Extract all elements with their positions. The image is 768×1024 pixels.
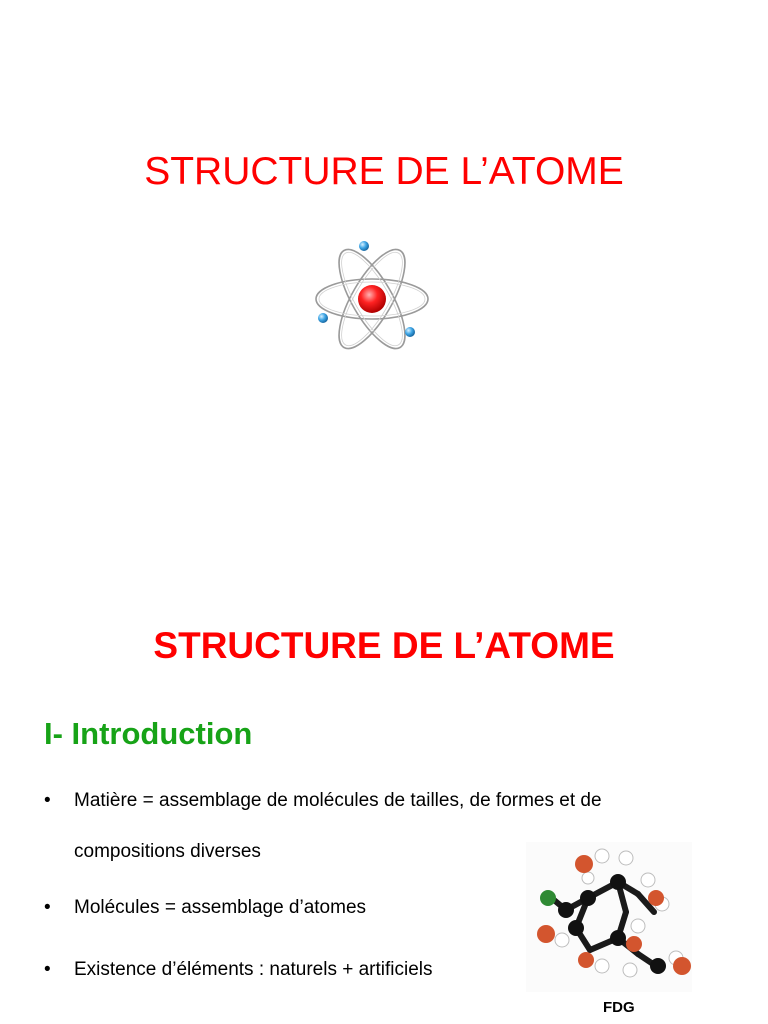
nucleus xyxy=(358,285,386,313)
bullet-icon: • xyxy=(44,790,51,811)
bullet-text: Molécules = assemblage d’atomes xyxy=(74,897,367,918)
bullet-text-continuation: compositions diverses xyxy=(74,841,261,862)
bullet-icon: • xyxy=(44,897,51,918)
bullet-text: Matière = assemblage de molécules de tailles, de formes et de xyxy=(74,790,602,811)
image-caption: FDG xyxy=(603,999,635,1016)
section-heading: I- Introduction xyxy=(44,716,253,751)
slide-2 xyxy=(0,512,768,1024)
electron xyxy=(318,313,328,323)
slide-2-title: STRUCTURE DE L’ATOME xyxy=(153,625,615,666)
slide-1-title: STRUCTURE DE L’ATOME xyxy=(144,150,624,193)
bullet-icon: • xyxy=(44,959,51,980)
molecule-model-icon xyxy=(526,842,692,992)
electron xyxy=(405,327,415,337)
atom-icon xyxy=(312,236,432,362)
bullet-text: Existence d’éléments : naturels + artificiels xyxy=(74,959,433,980)
electron xyxy=(359,241,369,251)
